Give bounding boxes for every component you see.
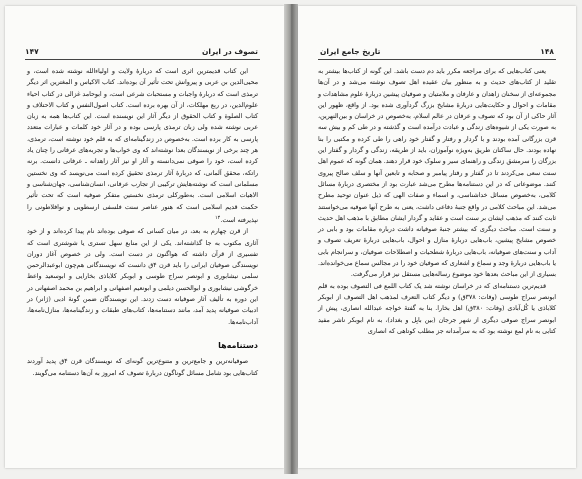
left-paragraph-2: از قرن چهارم به بعد، در میان کسانی که صوفی بوده‌اند نام پیدا کرده‌اند و از خود آثاری مکتوب به جا گذاشته‌اند. یکی از این منابع سهل تستری یا شوشتری است که تفسیری از قرآن داشته که هواگنون در دست است. ولی در خصوص آغاز دوران نویسندگی صوفیان ایرانی را باید قرن ۴ق دانست که نویسندگانی هم‌چون ابوعبدالرحمن سلمی نیشابوری و ابونصر سراج طوسی و ابوبکر کلاباذی بخارایی و ابوسعید واعظ خرگوشی نیشابوری و ابوالحسن دیلمی و ابونعیم اصفهانی و ابراهیم بن محمد اصفهانی در این دوره به تألیف آثار صوفیانه دست زدند. این نویسندگان ضمن گونهٔ ادبی (ژانر) در ادبیات صوفیانه پدید آمد، مانند دستنامه‌ها، کتاب‌های طبقات و زندگینامه‌ها، منازل‌نامه‌ها، آداب‌نامه‌ها. (27, 228, 258, 326)
left-paragraph-3: صوفیانه‌ترین و جامع‌ترین و متنوع‌ترین گونه‌ای که نویسندگان قرن ۴ق پدید آوردند کتاب‌هایی بود شامل مسائل گوناگون دربارهٔ تصوف که امروز به آن‌ها دستنامه می‌گویند. (27, 358, 258, 377)
left-paragraph-1 (27, 66, 258, 226)
right-paragraph-1: یعنی کتاب‌هایی که برای مراجعه مکرر باید دم دست باشد. این گونه از کتاب‌ها بیشتر به تقلید از کتاب‌های حدیث و به منظور بیان عقیده اهل تصوف نوشته می‌شد و در آن‌ها مجموعه‌ای از سخنان زاهدان و عارفان و ملامتیان و صوفیان پیشین دربارهٔ علوم مشاهدات و مقامات و احوال و حکایت‌هایی دربارهٔ مشایخ بزرگ گردآوری شده بود. از واقع، ظهور این آثار حاکی از آن بود که تصوف و عرفان در عالم اسلام، به‌خصوص در خراسان و بین‌النهرین، به صورت یکی از شیوه‌های زندگی و عبادت درآمده است و گذشته و در طی کم و بیش سه قرن بزرگانی آمده بودند و با گردار و رفتار و گفتار خود راهی را طی کرده و مکتبی را بنا نهاده بودند. حال ساکنان طریق به‌ویژه نو‌آموزان، باید از طریقه، زندگی و گردار و گفتار این بزرگان را سرمشق زندگی و راهنمای سیر و سلوک خود قرار دهند. همان گونه که عموم اهل سنت سعی می‌کردند تا در گفتار و رفتار پیامبر و صحابه و تابعین آنها و سلف صالح پیروی کنند. موضوعاتی که در این دستنامه‌ها مطرح می‌شد عبارت بود از مختصری دربارهٔ مسائل کلامی، به‌خصوص مسائل خداشناسی، و اسماء و صفات الهی که ذیل عنوان توحید مطرح می‌شد. این مباحث کلامی در واقع جنبهٔ دفاعی داشت، یعنی به طرح آنها صوفیه می‌خواستند ثابت کنند که مذهب ایشان بر سنت است و عقاید و گردار ایشان مطابق با مذهب اهل حدیث و سنت است. مباحث دیگری که بیشتر جنبهٔ صوفیانه داشت درباره مقامات بود و بابی در خصوص مشایخ پیشین، باب‌هایی دربارهٔ منازل و احوال، باب‌هایی دربارهٔ تعریف تصوف و آداب و سنت‌های صوفیانه، باب‌هایی دربارهٔ شطحیات و اصطلاحات صوفیان، و سرانجام بابی یا باب‌هایی دربارهٔ وجد و سماع و اشعاری که صوفیان خود را در مجالس سماع می‌خوانده‌اند. بسیاری از این مباحث بعدها خود موضوع رساله‌هایی مستقل نیز قرار می‌گرفت. (318, 68, 556, 279)
left-running-title: تصوف در ایران (201, 47, 258, 56)
right-page-body (318, 66, 556, 337)
left-page-body (27, 66, 258, 379)
left-page-number: ۱۴۷ (25, 47, 39, 56)
book-gutter (284, 4, 298, 474)
section-heading: دستنامه‌ها (218, 340, 258, 350)
left-page (5, 6, 284, 468)
right-page (298, 6, 576, 468)
footnote-mark: ۱۴ (214, 214, 221, 221)
left-header-rule (25, 59, 260, 60)
right-header-rule (318, 59, 556, 60)
right-page-number: ۱۴۸ (540, 47, 554, 56)
right-paragraph-2: قدیم‌ترین دستنامه‌ای که در خراسان نوشته شد یک کتاب اللمع فی التصوف بوده به قلم ابونصر سراج طوسی (وفات: ۳۷۸ق) و دیگر کتاب التعرف لمذهب اهل التصوف از ابوبکر کلاباذی یا کُل‌آبادی (وفات: ۳۸۰ق) اهل بخارا. بنا به گفتهٔ خواجه عبدالله انصاری، پیش از ابونصر سراج صوفی دیگری از شهر جرجان (بین بابِل و بغداد)، به نام ابوبکر ناشر مفید کتابی به نام لمع نوشته بود که به سرآمدانه جز مطلب کوتاهی که انصاری (318, 282, 556, 335)
left-paragraph-1-text: این کتاب قدیمترین اثری است که دربارهٔ ولایت و اولیاءالله نوشته شده است، و محیی‌الدین بن عربی و پیروانش تحت تأثیر آن بوده‌اند. کتاب الاکیاس و المغترین اثر دیگر ترمذی است که دربارهٔ واجبات و مستحبات شرعی است، و ابوحامد غزالی در کتاب احیاء علوم‌الدین، در ربع مهلکات، از آن بهره برده است. کتاب اصول‌النفس و کتاب الاحتلاف و کتاب الصلوة و کتاب الحقوق از دیگر آثار این نویسنده است. این کتاب‌ها همه به زبان عربی نوشته شده ولی زبان ترمذی پارسی بوده و در آثار خود کلمات و عبارات متعدد پارسی به کار برده است. به‌خصوص در زندگینامه‌ای که به قلم خود نوشته است، ترمذی، هر چند برخی از نویسندگان بعدا نوشته‌اند که وی خواب‌ها و تجربه‌های عرفانی را چنان یاد کرده است، خود را صوفی نمی‌دانسته و آثار او نیز آثار زاهدانه ـ عرفانی دانست. برنه راتکه، محقق آلمانی، که دربارهٔ آثار ترمذی تحقیق کرده است می‌نویسد که وی نخستین مسلمانی است که نوشته‌هایش ترکیبی از تجارب عرفانی، انسان‌شناسی، جهان‌شناسی و الاهیات اسلامی است. به‌طورکلی ترمذی نخستین متفکر صوفیه است که تحت تأثیر حکمت قدیم اسلامی است که هنور عناصر سنت فلسفی ارسطویی و نوافلاطونی را نپذیرفته است. (27, 68, 258, 224)
right-running-title: تاریخ جامع ایران (320, 47, 381, 56)
